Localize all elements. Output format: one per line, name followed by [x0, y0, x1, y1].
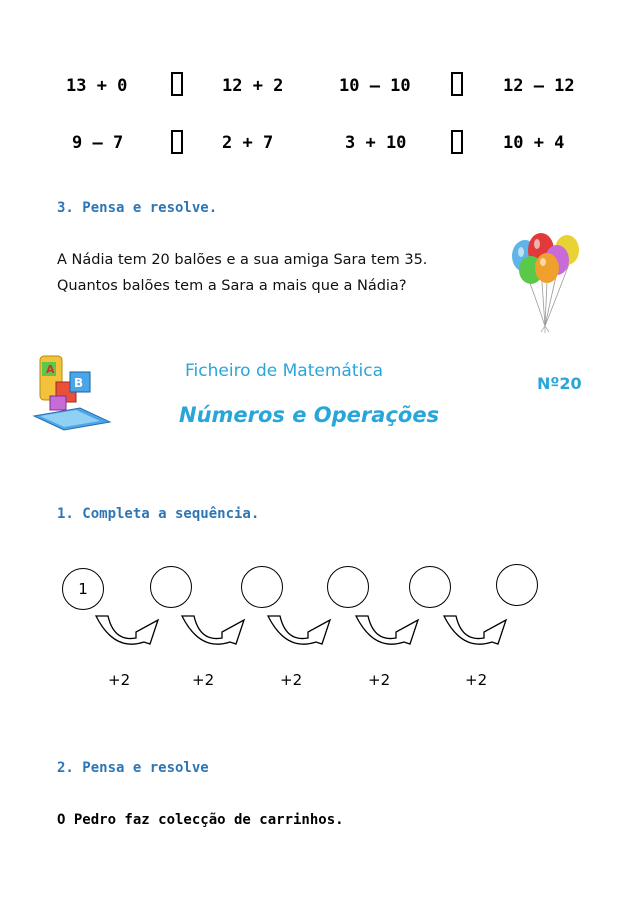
expression-3-plus-10: 3 + 10: [345, 133, 407, 153]
sequence-circle[interactable]: [150, 566, 192, 608]
svg-text:B: B: [74, 376, 84, 390]
curved-arrow-icon: [178, 612, 258, 654]
balloons-icon: [505, 226, 585, 334]
curved-arrow-icon: [440, 612, 520, 654]
curved-arrow-icon: [264, 612, 344, 654]
abc-blocks-icon: [30, 352, 112, 432]
exercise-3-line-1: A Nádia tem 20 balões e a sua amiga Sara tem 35.: [57, 252, 428, 268]
step-label: +2: [192, 671, 215, 689]
step-label: +2: [108, 671, 131, 689]
curved-arrow-icon: [352, 612, 432, 654]
sequence-circle: 1: [62, 568, 104, 610]
answer-box[interactable]: [171, 130, 183, 154]
curved-arrow-icon: [92, 612, 172, 654]
worksheet-subtitle: Números e Operações: [179, 403, 440, 427]
answer-box[interactable]: [451, 72, 463, 96]
expression-12-minus-12: 12 – 12: [503, 76, 575, 96]
exercise-1-heading: 1. Completa a sequência.: [57, 506, 260, 522]
answer-box[interactable]: [171, 72, 183, 96]
expression-9-minus-7: 9 – 7: [72, 133, 124, 153]
expression-13-plus-0: 13 + 0: [66, 76, 128, 96]
svg-text:A: A: [46, 363, 55, 376]
exercise-2-line-1: O Pedro faz colecção de carrinhos.: [57, 812, 344, 828]
answer-box[interactable]: [451, 130, 463, 154]
exercise-3-line-2: Quantos balões tem a Sara a mais que a Nádia?: [57, 278, 407, 294]
expression-10-minus-10: 10 – 10: [339, 76, 411, 96]
sequence-circle[interactable]: [241, 566, 283, 608]
expression-2-plus-7: 2 + 7: [222, 133, 274, 153]
sequence-circle[interactable]: [327, 566, 369, 608]
expression-12-plus-2: 12 + 2: [222, 76, 284, 96]
step-label: +2: [280, 671, 303, 689]
expression-10-plus-4: 10 + 4: [503, 133, 565, 153]
step-label: +2: [465, 671, 488, 689]
step-label: +2: [368, 671, 391, 689]
worksheet-title: Ficheiro de Matemática: [185, 361, 383, 381]
exercise-2-heading: 2. Pensa e resolve: [57, 760, 209, 776]
sequence-circle[interactable]: [409, 566, 451, 608]
worksheet-number: Nº20: [537, 374, 582, 393]
sequence-circle[interactable]: [496, 564, 538, 606]
exercise-3-heading: 3. Pensa e resolve.: [57, 200, 218, 216]
